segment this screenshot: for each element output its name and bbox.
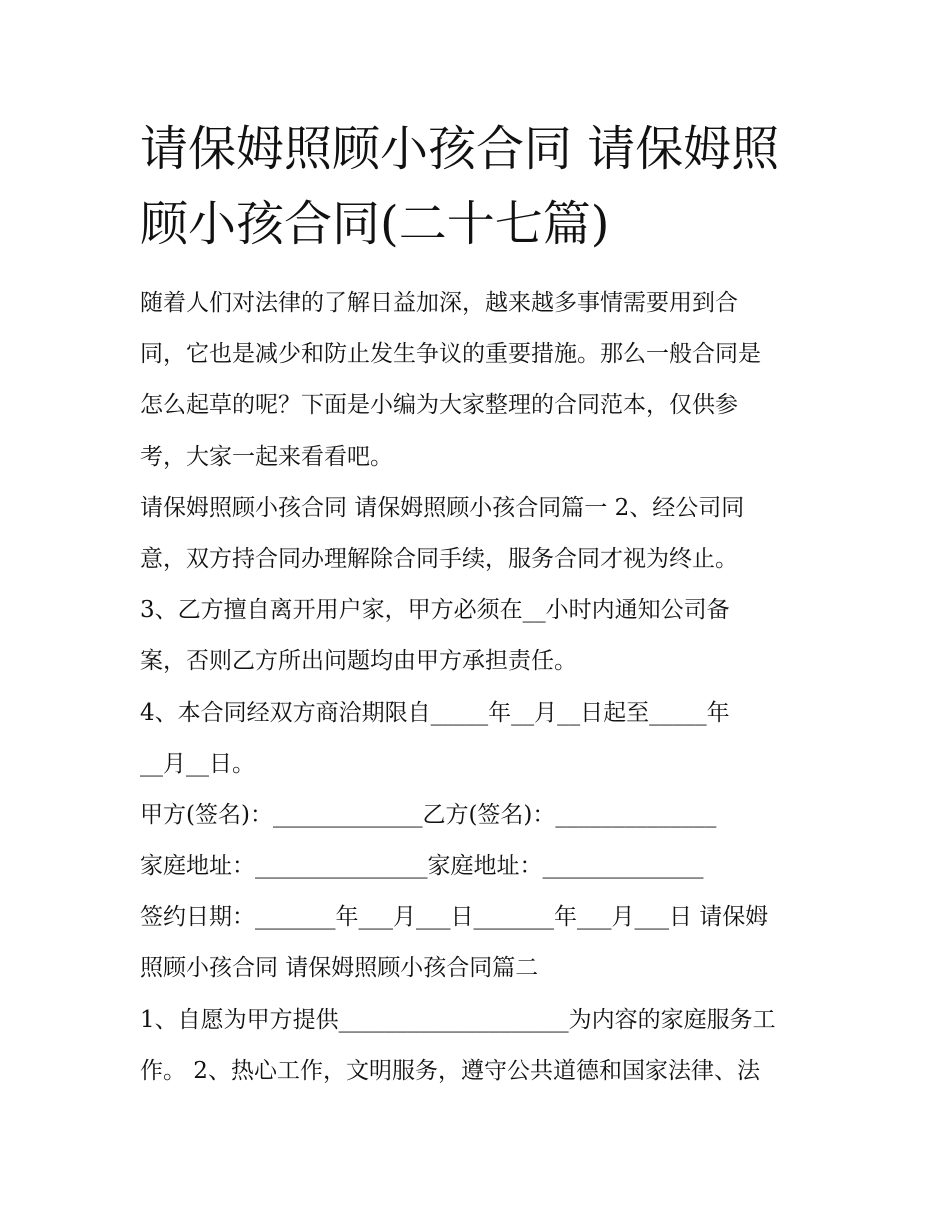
body-line: 甲方(签名)：_____________乙方(签名)：______________ <box>140 801 717 828</box>
document-body <box>140 278 830 1097</box>
body-line: 请保姆照顾小孩合同 请保姆照顾小孩合同篇一 2、经公司同 <box>140 494 745 521</box>
title-line-2: 顾小孩合同(二十七篇) <box>140 196 610 252</box>
document-title <box>140 112 820 262</box>
body-line: 案，否则乙方所出问题均由甲方承担责任。 <box>140 648 577 675</box>
body-line: 家庭地址：_______________家庭地址：______________ <box>140 853 704 880</box>
body-line: 同，它也是减少和防止发生争议的重要措施。那么一般合同是 <box>140 341 761 368</box>
body-line: 4、本合同经双方商洽期限自_____年__月__日起至_____年 <box>140 699 730 726</box>
body-line: 考，大家一起来看看吧。 <box>140 443 393 470</box>
body-line: __月__日。 <box>140 750 255 777</box>
body-line: 怎么起草的呢？下面是小编为大家整理的合同范本，仅供参 <box>140 392 738 419</box>
body-line: 意，双方持合同办理解除合同手续，服务合同才视为终止。 <box>140 545 738 572</box>
body-line: 3、乙方擅自离开用户家，甲方必须在__小时内通知公司备 <box>140 597 730 624</box>
body-line: 作。 2、热心工作，文明服务，遵守公共道德和国家法律、法 <box>140 1057 760 1084</box>
body-line: 1、自愿为甲方提供____________________为内容的家庭服务工 <box>140 1006 776 1033</box>
title-line-1: 请保姆照顾小孩合同 请保姆照 <box>140 121 780 177</box>
body-line: 随着人们对法律的了解日益加深，越来越多事情需要用到合 <box>140 290 738 316</box>
body-line: 照顾小孩合同 请保姆照顾小孩合同篇二 <box>140 955 539 982</box>
body-line: 签约日期：_______年___月___日_______年___月___日 请保姆 <box>140 904 769 931</box>
